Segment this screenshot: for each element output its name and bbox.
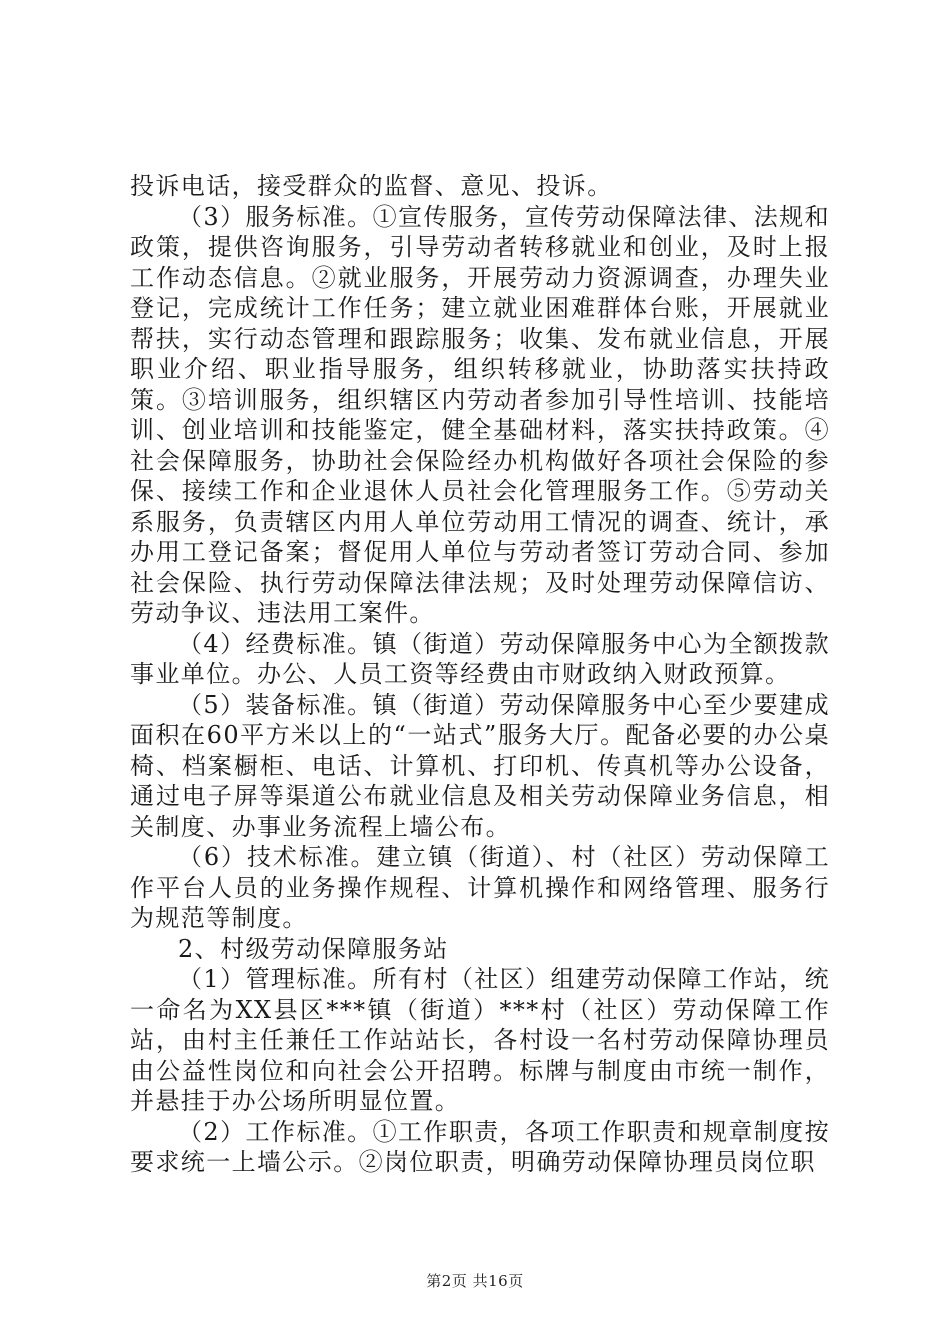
page-number-footer: 第2页 共16页 <box>426 1272 524 1290</box>
paragraph-technical-standard: （6）技术标准。建立镇（街道）、村（社区）劳动保障工作平台人员的业务操作规程、计算机操作和网络管理、服务行为规范等制度。 <box>130 843 830 932</box>
section-heading-village-station: 2、村级劳动保障服务站 <box>178 934 449 963</box>
paragraph-work-standard: （2）工作标准。①工作职责，各项工作职责和规章制度按要求统一上墙公示。②岗位职责，明确劳动保障协理员岗位职 <box>130 1117 830 1176</box>
paragraph-service-standard: （3）服务标准。①宣传服务，宣传劳动保障法律、法规和政策，提供咨询服务，引导劳动者转移就业和创业，及时上报工作动态信息。②就业服务，开展劳动力资源调查，办理失业登记，完成统计工作任务；建立就业困难群体台账，开展就业帮扶，实行动态管理和跟踪服务；收集、发布就业信息，开展职业介绍、职业指导服务，组织转移就业，协助落实扶持政策。③培训服务，组织辖区内劳动者参加引导性培训、技能培训、创业培训和技能鉴定，健全基础材料，落实扶持政策。④社会保障服务，协助社会保险经办机构做好各项社会保险的参保、接续工作和企业退休人员社会化管理服务工作。⑤劳动关系服务，负责辖区内用人单位劳动用工情况的调查、统计，承办用工登记备案；督促用人单位与劳动者签订劳动合同、参加社会保险、执行劳动保障法律法规；及时处理劳动保障信访、劳动争议、违法用工案件。 <box>130 202 830 627</box>
paragraph-equipment-standard: （5）装备标准。镇（街道）劳动保障服务中心至少要建成面积在60平方米以上的“一站式”服务大厅。配备必要的办公桌椅、档案橱柜、电话、计算机、打印机、传真机等办公设备，通过电子屏等渠道公布就业信息及相关劳动保障业务信息，相关制度、办事业务流程上墙公布。 <box>130 690 830 841</box>
paragraph-continuation: 投诉电话，接受群众的监督、意见、投诉。 <box>130 172 613 200</box>
document-body <box>130 171 830 1178</box>
paragraph-management-standard: （1）管理标准。所有村（社区）组建劳动保障工作站，统一命名为XX县区***镇（街道）***村（社区）劳动保障工作站，由村主任兼任工作站站长，各村设一名村劳动保障协理员由公益性岗位和向社会公开招聘。标牌与制度由市统一制作，并悬挂于办公场所明显位置。 <box>130 965 830 1115</box>
paragraph-funding-standard: （4）经费标准。镇（街道）劳动保障服务中心为全额拨款事业单位。办公、人员工资等经费由市财政纳入财政预算。 <box>130 629 830 688</box>
